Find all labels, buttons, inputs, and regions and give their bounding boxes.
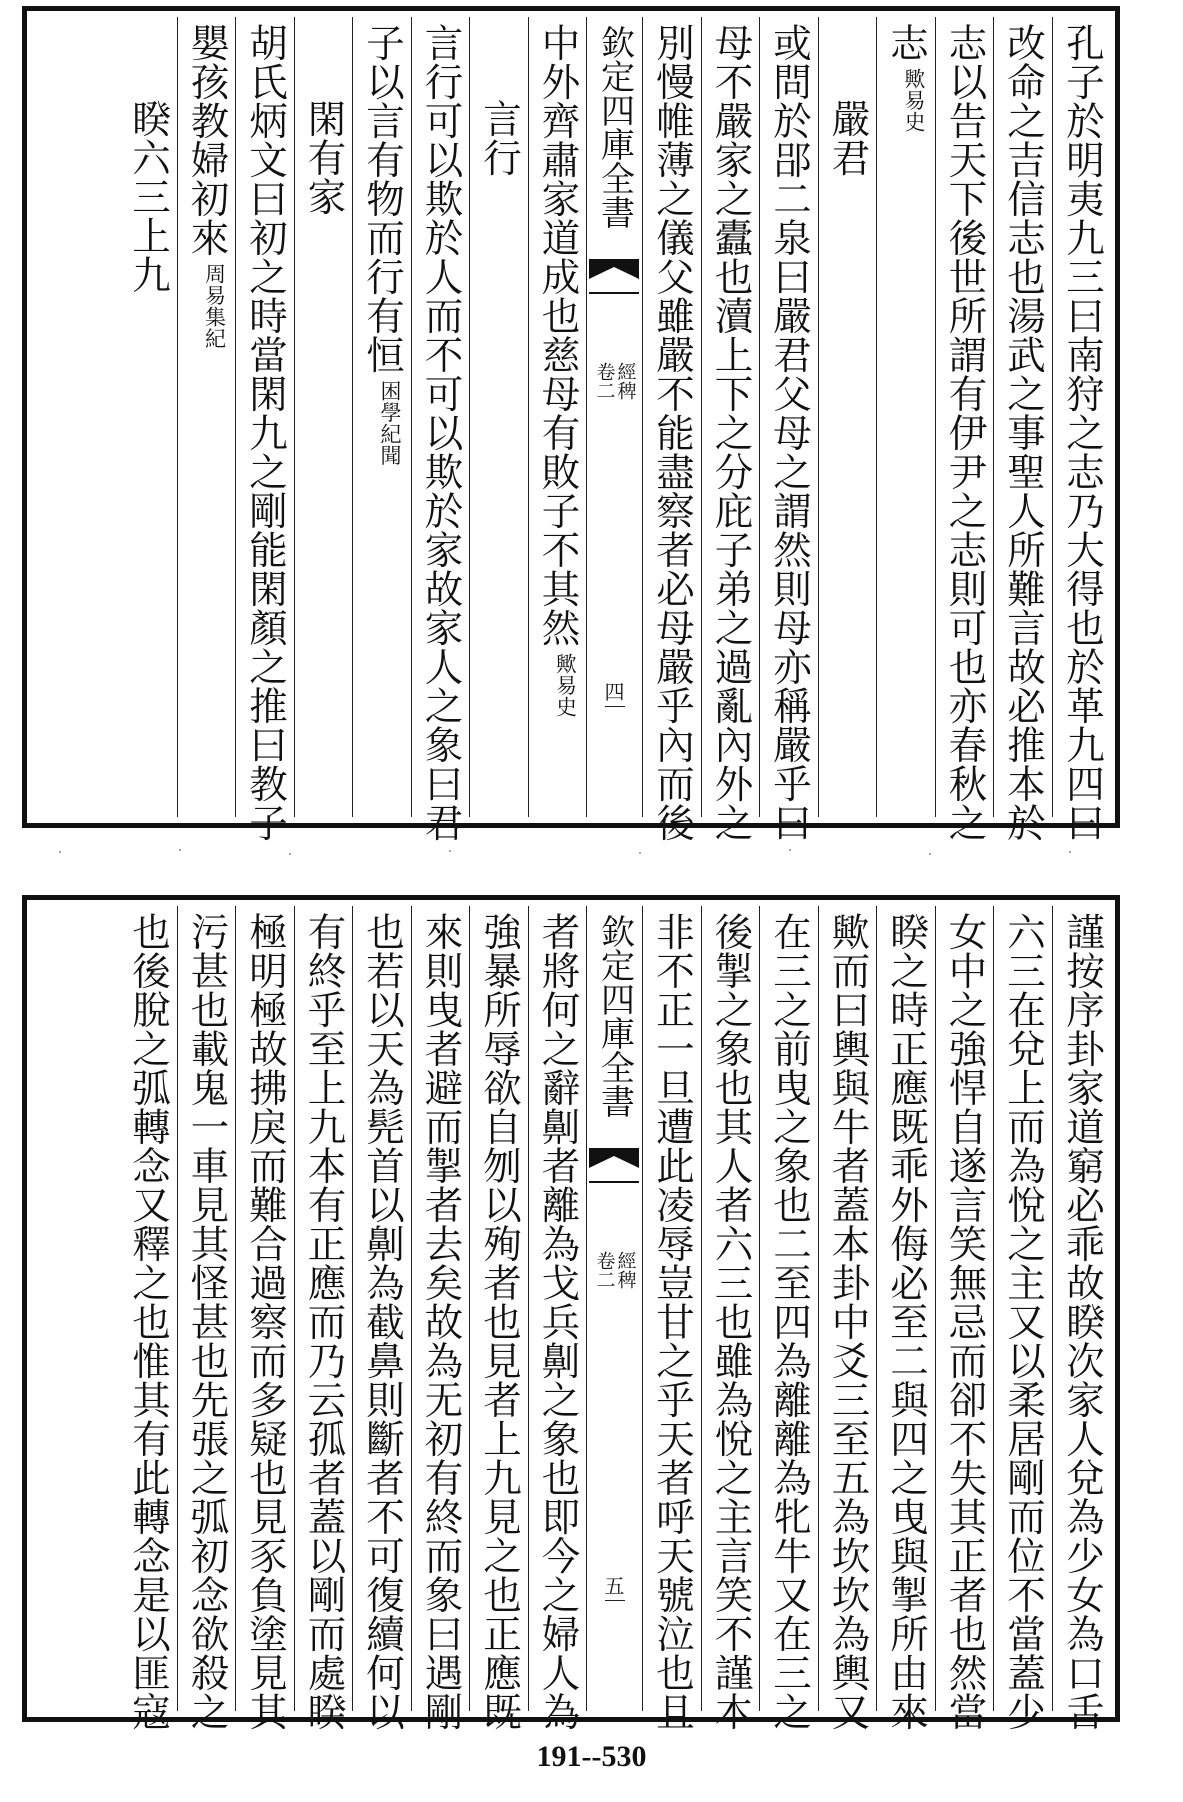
text-column [119, 17, 178, 817]
column-text [535, 23, 581, 718]
column-block [31, 906, 1111, 1731]
column-text [884, 912, 929, 1731]
column-text [243, 23, 288, 842]
text-column [819, 17, 878, 817]
column-text [708, 23, 754, 842]
text-column [529, 906, 588, 1731]
text-column [819, 906, 878, 1731]
main-text: 也若以天為髡首以劓為截鼻則斷者不可復續何以 [360, 912, 405, 1731]
section-heading [825, 99, 871, 177]
text-column [353, 17, 412, 817]
text-column [877, 906, 936, 1731]
column-text [767, 912, 812, 1731]
upper-page [22, 6, 1120, 842]
main-text: 有終乎至上九本有正應而乃云孤者蓋以剛而處睽 [301, 912, 347, 1731]
main-text: 閑有家 [301, 99, 347, 216]
fishtail-mark-icon [589, 259, 639, 295]
section-heading [301, 99, 347, 216]
text-column [295, 906, 354, 1731]
main-text: 言行 [477, 99, 522, 177]
text-column [994, 17, 1053, 842]
main-text: 六三在兌上而為悅之主又以柔居剛而位不當蓋少 [1001, 912, 1046, 1731]
fold-title: 欽定四庫全書 [594, 914, 635, 1118]
text-column [470, 17, 529, 817]
main-text: 或問於郘二泉曰嚴君父母之謂然則母亦稱嚴乎曰 [767, 23, 812, 842]
text-column [295, 17, 354, 817]
scan-speckles [30, 846, 1120, 866]
column-text [942, 23, 988, 842]
fold-subtitle-line: 經稗 [614, 362, 637, 400]
text-column [119, 906, 178, 1731]
main-text: 者將何之辭劓者離為戈兵劓之象也即今之婦人為 [535, 912, 581, 1731]
main-text: 來則曳者避而掣者去矣故為无初有終而象曰遇剛 [418, 912, 464, 1731]
page-footer-number: 191--530 [536, 1740, 647, 1773]
column-text [360, 23, 405, 466]
text-column [936, 906, 995, 1731]
main-text: 強暴所辱欲自刎以殉者也見者上九見之也正應既 [477, 912, 522, 1731]
section-heading [126, 99, 171, 294]
text-column [236, 906, 295, 1731]
main-text: 歟而曰輿與牛者蓋本卦中爻三至五為坎坎為輿又 [825, 912, 871, 1731]
column-text [184, 23, 230, 349]
text-column [702, 906, 761, 1731]
column-text [1001, 23, 1046, 842]
text-column [1053, 906, 1112, 1731]
column-text [477, 912, 522, 1731]
column-text [650, 23, 695, 842]
main-text: 也後脫之弧轉念又釋之也惟其有此轉念是以匪寇 [126, 912, 171, 1731]
main-text: 母不嚴家之蠹也瀆上下之分庇子弟之過亂內外之 [708, 23, 754, 842]
column-text [184, 912, 230, 1731]
fishtail-mark-icon [589, 1148, 639, 1184]
column-text [708, 912, 754, 1731]
lower-page [22, 895, 1120, 1731]
column-text [650, 912, 695, 1731]
column-text [825, 912, 871, 1731]
main-text: 志以告天下後世所謂有伊尹之志則可也亦春秋之 [942, 23, 988, 842]
main-text: 嬰孩教婦初來 [184, 23, 230, 257]
source-note: 周易集紀 [202, 263, 227, 349]
column-text [884, 23, 929, 133]
text-column [643, 17, 702, 842]
leaf-number: 四 [605, 682, 625, 707]
fold-title: 欽定四庫全書 [594, 25, 635, 229]
column-text [1060, 912, 1105, 1731]
center-fold [587, 906, 643, 1711]
main-text: 睽六三上九 [126, 99, 171, 294]
main-text: 非不正一旦遭此凌辱豈甘之乎天者呼天號泣也且 [650, 912, 695, 1731]
column-text [418, 23, 464, 842]
main-text: 嚴君 [825, 99, 871, 177]
text-column [178, 906, 237, 1731]
column-text [1001, 912, 1046, 1731]
column-text [360, 912, 405, 1731]
main-text: 女中之強悍自遂言笑無忌而卻不失其正者也然當 [942, 912, 988, 1731]
text-column [529, 17, 588, 817]
source-note: 歟易史 [902, 68, 926, 133]
column-text [1060, 23, 1105, 842]
text-column [1053, 17, 1112, 842]
main-text: 孔子於明夷九三曰南狩之志乃大得也於革九四曰 [1060, 23, 1105, 842]
column-block [31, 17, 1111, 842]
text-column [936, 17, 995, 842]
column-text [942, 912, 988, 1731]
column-text [126, 912, 171, 1731]
text-column [760, 906, 819, 1731]
main-text: 言行可以欺於人而不可以欺於家故家人之象曰君 [418, 23, 464, 842]
text-column [702, 17, 761, 842]
main-text: 睽之時正應既乖外侮必至二與四之曳與掣所由來 [884, 912, 929, 1731]
text-column [353, 906, 412, 1731]
fold-subtitle [595, 1251, 635, 1289]
section-heading [477, 99, 522, 177]
main-text: 中外齊肅家道成也慈母有敗子不其然 [535, 23, 581, 647]
fold-subtitle-line: 經稗 [614, 1251, 637, 1289]
column-text [767, 23, 812, 842]
main-text: 後掣之象也其人者六三也雖為悅之主言笑不謹本 [708, 912, 754, 1731]
source-note: 歟易史 [553, 653, 578, 718]
text-column [877, 17, 936, 817]
fold-subtitle-line: 卷二 [593, 362, 616, 400]
text-column [643, 906, 702, 1731]
main-text: 胡氏炳文曰初之時當閑九之剛能閑顏之推曰教子 [243, 23, 288, 842]
text-column [178, 17, 237, 817]
text-column [760, 17, 819, 842]
fold-subtitle-line: 卷二 [593, 1251, 616, 1289]
main-text: 謹按序卦家道窮必乖故睽次家人兌為少女為口舌 [1060, 912, 1105, 1731]
text-column [412, 17, 471, 842]
text-column [412, 906, 471, 1731]
main-text: 子以言有物而行有恒 [360, 23, 405, 374]
fold-subtitle [595, 362, 635, 400]
text-column [994, 906, 1053, 1731]
source-note: 困學紀聞 [378, 380, 402, 466]
text-column [236, 17, 295, 842]
main-text: 志 [884, 23, 929, 62]
main-text: 污甚也載鬼一車見其怪甚也先張之弧初念欲殺之 [184, 912, 230, 1731]
main-text: 極明極故拂戾而難合過察而多疑也見豕負塗見其 [243, 912, 288, 1731]
column-text [301, 912, 347, 1731]
column-text [243, 912, 288, 1731]
main-text: 改命之吉信志也湯武之事聖人所難言故必推本於 [1001, 23, 1046, 842]
column-text [418, 912, 464, 1731]
center-fold [587, 17, 643, 817]
main-text: 別慢帷薄之儀父雖嚴不能盡察者必母嚴乎內而後 [650, 23, 695, 842]
column-text [535, 912, 581, 1731]
leaf-number: 五 [605, 1576, 625, 1601]
main-text: 在三之前曳之象也二至四為離離為牝牛又在三之 [767, 912, 812, 1731]
text-column [470, 906, 529, 1731]
